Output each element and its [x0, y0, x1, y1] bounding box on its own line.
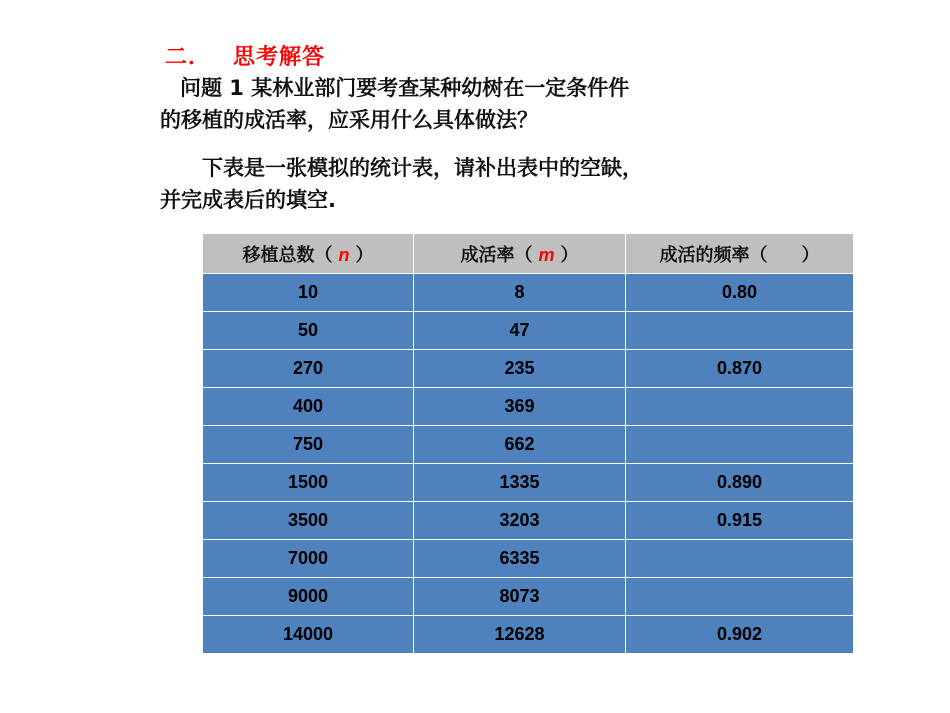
cell-transplant-total: 10	[203, 274, 414, 312]
cell-survival-count: 8	[414, 274, 626, 312]
question-line-1: 问题 1 某林业部门要考查某种幼树在一定条件件	[180, 76, 630, 100]
table-body	[203, 274, 854, 654]
header-survival-frequency: 成活的频率（ ）	[626, 234, 854, 274]
cell-survival-frequency	[626, 578, 854, 616]
cell-survival-frequency	[626, 388, 854, 426]
cell-transplant-total: 50	[203, 312, 414, 350]
question-text	[160, 72, 629, 136]
cell-transplant-total: 3500	[203, 502, 414, 540]
table-row	[203, 502, 854, 540]
cell-transplant-total: 750	[203, 426, 414, 464]
header-survival-count: 成活率（ m ）	[414, 234, 626, 274]
cell-survival-frequency: 0.870	[626, 350, 854, 388]
instruction-text	[160, 152, 643, 216]
cell-survival-frequency: 0.902	[626, 616, 854, 654]
cell-survival-count: 662	[414, 426, 626, 464]
cell-survival-count: 6335	[414, 540, 626, 578]
section-title: 思考解答	[233, 45, 326, 70]
cell-transplant-total: 14000	[203, 616, 414, 654]
cell-survival-count: 235	[414, 350, 626, 388]
cell-survival-frequency: 0.915	[626, 502, 854, 540]
header-transplant-total: 移植总数（ n ）	[203, 234, 414, 274]
cell-survival-frequency	[626, 426, 854, 464]
cell-survival-frequency: 0.80	[626, 274, 854, 312]
cell-transplant-total: 270	[203, 350, 414, 388]
cell-transplant-total: 400	[203, 388, 414, 426]
cell-survival-count: 1335	[414, 464, 626, 502]
cell-survival-frequency: 0.890	[626, 464, 854, 502]
cell-transplant-total: 1500	[203, 464, 414, 502]
table-header-row	[203, 234, 854, 274]
cell-transplant-total: 9000	[203, 578, 414, 616]
section-heading	[165, 40, 325, 71]
table-row	[203, 578, 854, 616]
cell-survival-count: 12628	[414, 616, 626, 654]
table-row	[203, 350, 854, 388]
table-row	[203, 464, 854, 502]
statistics-table	[202, 233, 854, 654]
cell-transplant-total: 7000	[203, 540, 414, 578]
cell-survival-count: 369	[414, 388, 626, 426]
section-number: 二．	[165, 45, 212, 70]
cell-survival-frequency	[626, 312, 854, 350]
cell-survival-count: 3203	[414, 502, 626, 540]
table-row	[203, 388, 854, 426]
table-row	[203, 616, 854, 654]
question-line-2: 的移植的成活率，应采用什么具体做法？	[160, 108, 538, 132]
table-row	[203, 540, 854, 578]
table-row	[203, 312, 854, 350]
cell-survival-count: 47	[414, 312, 626, 350]
table-row	[203, 426, 854, 464]
instruction-line-1: 下表是一张模拟的统计表，请补出表中的空缺，	[202, 156, 643, 180]
cell-survival-count: 8073	[414, 578, 626, 616]
instruction-line-2: 并完成表后的填空.	[160, 188, 336, 212]
cell-survival-frequency	[626, 540, 854, 578]
table-row	[203, 274, 854, 312]
